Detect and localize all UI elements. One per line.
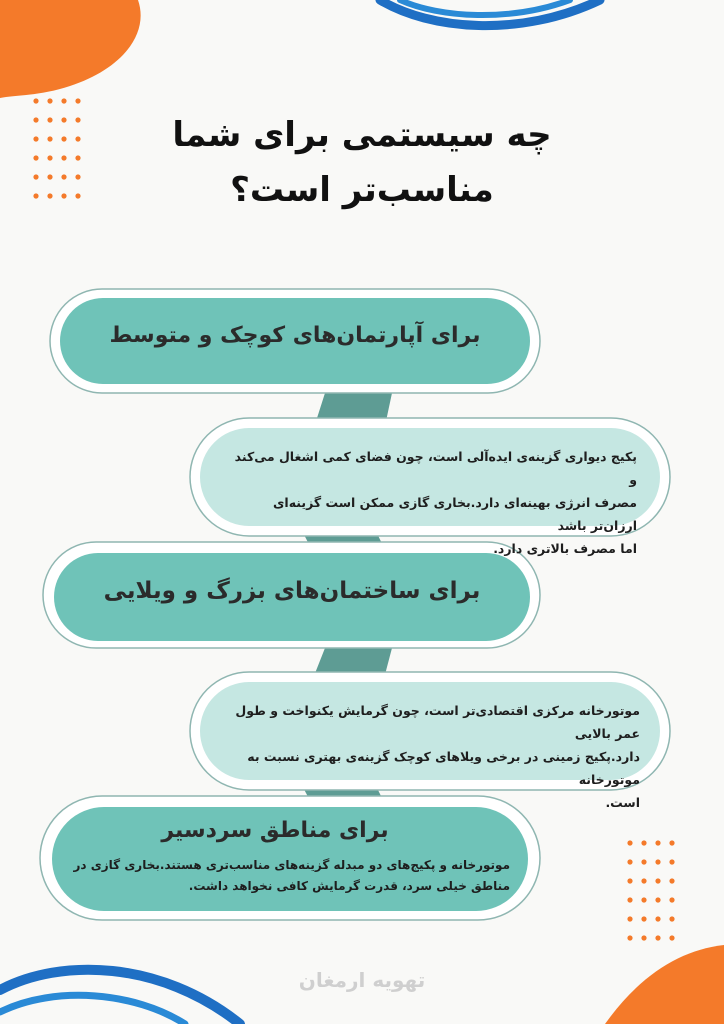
description-line: موتورخانه مرکزی اقتصادی‌تر است، چون گرمایش یکنواخت و طول عمر بالایی (235, 703, 640, 741)
description-line: اما مصرف بالاتری دارد. (493, 541, 637, 556)
section-description-1 (225, 445, 637, 560)
section-heading-2: برای ساختمان‌های بزرگ و ویلایی (103, 578, 481, 604)
description-line: است. (605, 795, 640, 810)
description-line: پکیج دیواری گزینه‌ی ایده‌آلی است، چون فضای کمی اشغال می‌کند و (234, 449, 637, 487)
description-line: موتورخانه و پکیج‌های دو مبدله گزینه‌های مناسب‌تری هستند.بخاری گازی در (73, 858, 510, 872)
page-title-line-2: مناسب‌تر است؟ (230, 170, 494, 210)
brand-name: تهویه ارمغان (298, 968, 426, 992)
section-heading-3: برای مناطق سردسیر (161, 818, 389, 843)
description-line: دارد.پکیج زمینی در برخی ویلاهای کوچک گزینه‌ی بهتری نسبت به موتورخانه (247, 749, 640, 787)
page-title-line-1: چه سیستمی برای شما (172, 115, 552, 155)
description-line: مصرف انرژی بهینه‌ای دارد.بخاری گازی ممکن است گزینه‌ای ارزان‌تر باشد (272, 495, 637, 533)
section-description-2 (222, 699, 640, 814)
section-description-3 (70, 855, 510, 897)
description-line: مناطق خیلی سرد، قدرت گرمایش کافی نخواهد داشت. (188, 879, 510, 893)
section-heading-1: برای آپارتمان‌های کوچک و متوسط (109, 323, 481, 348)
